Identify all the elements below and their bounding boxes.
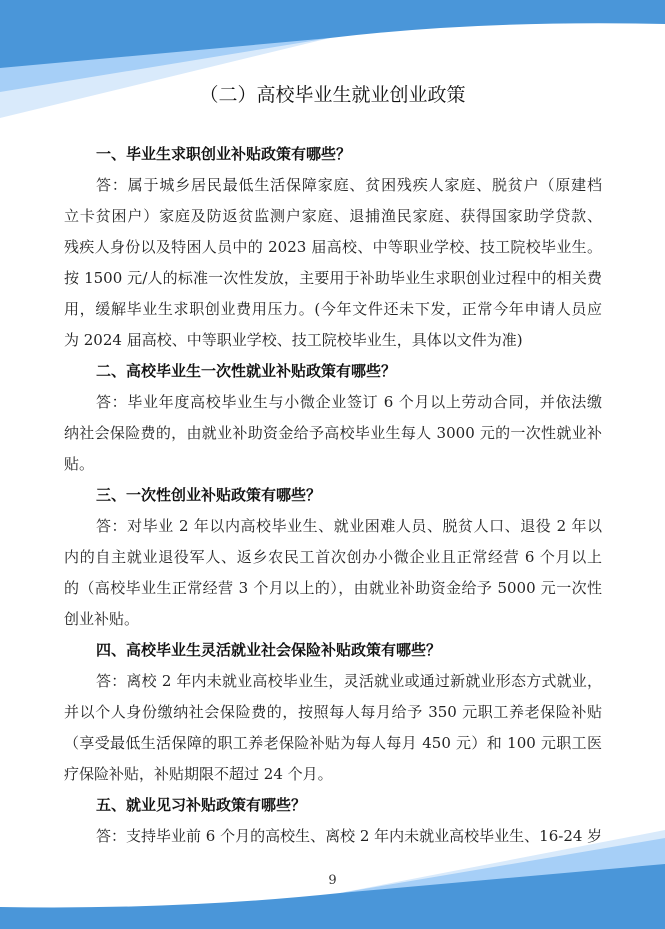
answer-line: 用，缓解毕业生求职创业费用压力。(今年文件还未下发，正常今年申请人员应 [64, 300, 602, 318]
answer-line: 答：毕业年度高校毕业生与小微企业签订 6 个月以上劳动合同，并依法缴 [96, 393, 602, 411]
document-body [64, 139, 602, 852]
footer-wave-decoration [0, 830, 665, 929]
question-heading: 二、高校毕业生一次性就业补贴政策有哪些？ [96, 362, 397, 380]
answer-line: 答：离校 2 年内未就业高校毕业生，灵活就业或通过新就业形态方式就业， [96, 672, 602, 690]
answer-line: 立卡贫困户）家庭及防返贫监测户家庭、退捕渔民家庭、获得国家助学贷款、 [64, 207, 602, 225]
answer-line: 残疾人身份以及特困人员中的 2023 届高校、中等职业学校、技工院校毕业生。 [64, 238, 602, 256]
answer-line: 答：属于城乡居民最低生活保障家庭、贫困残疾人家庭、脱贫户（原建档 [96, 176, 602, 194]
question-heading: 四、高校毕业生灵活就业社会保险补贴政策有哪些？ [96, 641, 442, 659]
answer-line: 的（高校毕业生正常经营 3 个月以上的），由就业补助资金给予 5000 元一次性 [64, 579, 602, 597]
answer-line: 并以个人身份缴纳社会保险费的，按照每人每月给予 350 元职工养老保险补贴 [64, 703, 602, 721]
page-number: 9 [328, 873, 337, 888]
answer-line: 答：支持毕业前 6 个月的高校生、离校 2 年内未就业高校毕业生、16-24 岁 [96, 827, 602, 845]
question-heading: 三、一次性创业补贴政策有哪些？ [96, 486, 322, 504]
answer-line: 疗保险补贴，补贴期限不超过 24 个月。 [64, 765, 333, 783]
question-heading: 一、毕业生求职创业补贴政策有哪些？ [96, 145, 352, 163]
header-wave-decoration [0, 0, 665, 130]
answer-line: 纳社会保险费的，由就业补助资金给予高校毕业生每人 3000 元的一次性就业补 [64, 424, 602, 442]
answer-line: 内的自主就业退役军人、返乡农民工首次创办小微企业且正常经营 6 个月以上 [64, 548, 602, 566]
answer-line: 贴。 [64, 455, 95, 473]
footer-band-dark [0, 864, 665, 929]
question-heading: 五、就业见习补贴政策有哪些？ [96, 796, 307, 814]
page-title: （二）高校毕业生就业创业政策 [199, 84, 466, 106]
header-band-dark [0, 0, 665, 68]
answer-line: 创业补贴。 [64, 610, 140, 628]
answer-line: 答：对毕业 2 年以内高校毕业生、就业困难人员、脱贫人口、退役 2 年以 [96, 517, 602, 535]
answer-line: 为 2024 届高校、中等职业学校、技工院校毕业生，具体以文件为准) [64, 331, 523, 349]
answer-line: 按 1500 元/人的标准一次性发放，主要用于补助毕业生求职创业过程中的相关费 [64, 269, 602, 287]
answer-line: （享受最低生活保障的职工养老保险补贴为每人每月 450 元）和 100 元职工医 [64, 734, 602, 752]
